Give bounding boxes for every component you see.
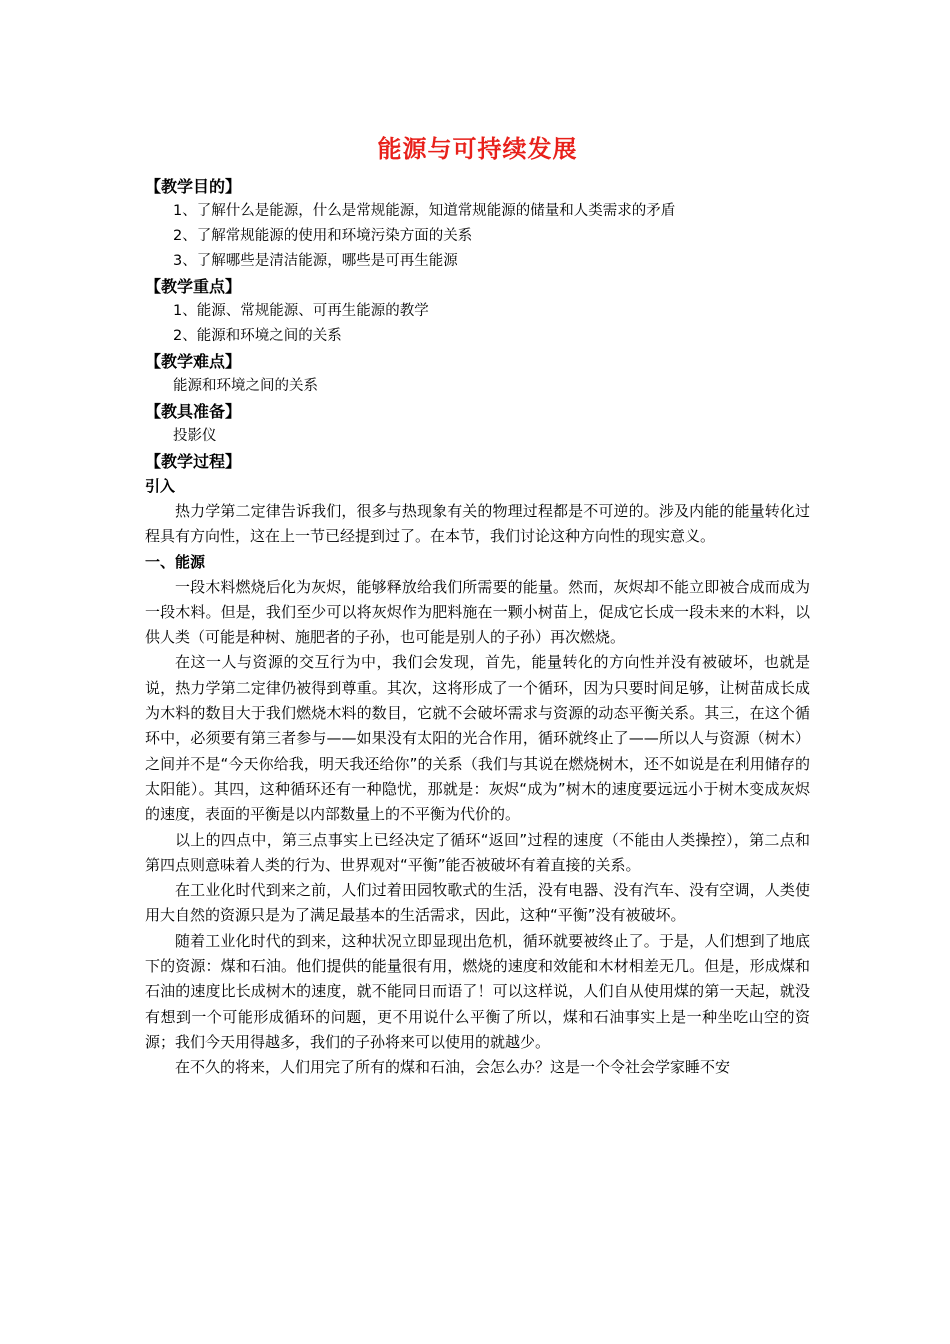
key-point-item: 2、能源和环境之间的关系 xyxy=(173,328,342,344)
body-paragraph: 随着工业化时代的到来，这种状况立即显现出危机，循环就要被终止了。于是，人们想到了地底下的资源：煤和石油。他们提供的能量很有用，燃烧的速度和效能和木材相差无几。但是，形成煤和石油的速度比长成树木的速度，就不能同日而语了！可以这样说，人们自从使用煤的第一天起，就没有想到一个可能形成循环的问题，更不用说什么平衡了所以，煤和石油事实上是一种坐吃山空的资源；我们今天用得越多，我们的子孙将来可以使用的就越少。 xyxy=(145,931,810,1051)
body-paragraph: 以上的四点中，第三点事实上已经决定了循环“返回”过程的速度（不能由人类操控），第二点和第四点则意味着人类的行为、世界观对“平衡”能否被破坏有着直接的关系。 xyxy=(145,830,810,874)
heading-teaching-goals: 【教学目的】 xyxy=(145,177,242,196)
body-paragraph: 在不久的将来，人们用完了所有的煤和石油，会怎么办？这是一个令社会学家睡不安 xyxy=(175,1058,731,1077)
body-paragraph: 一段木料燃烧后化为灰烬，能够释放给我们所需要的能量。然而，灰烬却不能立即被合成而成为一段木料。但是，我们至少可以将灰烬作为肥料施在一颗小树苗上，促成它长成一段未来的木料，以供人类（可能是种树、施肥者的子孙，也可能是别人的子孙）再次燃烧。 xyxy=(145,577,810,647)
goal-item: 1、了解什么是能源，什么是常规能源，知道常规能源的储量和人类需求的矛盾 xyxy=(173,203,676,219)
body-paragraph: 在工业化时代到来之前，人们过着田园牧歌式的生活，没有电器、没有汽车、没有空调，人类使用大自然的资源只是为了满足最基本的生活需求，因此，这种“平衡”没有被破坏。 xyxy=(145,881,810,925)
difficulty-item: 能源和环境之间的关系 xyxy=(173,378,318,394)
key-point-item: 1、能源、常规能源、可再生能源的教学 xyxy=(173,303,429,319)
section-energy-label: 一、能源 xyxy=(145,552,206,571)
goal-item: 2、了解常规能源的使用和环境污染方面的关系 xyxy=(173,228,473,244)
goal-item: 3、了解哪些是清洁能源，哪些是可再生能源 xyxy=(173,253,458,269)
intro-paragraph: 热力学第二定律告诉我们，很多与热现象有关的物理过程都是不可逆的。涉及内能的能量转化过程具有方向性，这在上一节已经提到过了。在本节，我们讨论这种方向性的现实意义。 xyxy=(145,502,810,546)
document-page xyxy=(145,128,810,1081)
document-title: 能源与可持续发展 xyxy=(377,135,578,163)
heading-tools: 【教具准备】 xyxy=(145,402,242,421)
body-paragraph: 在这一人与资源的交互行为中，我们会发现，首先，能量转化的方向性并没有被破坏，也就是说，热力学第二定律仍被得到尊重。其次，这将形成了一个循环，因为只要时间足够，让树苗成长成为木料的数目大于我们燃烧木料的数目，它就不会破坏需求与资源的动态平衡关系。其三，在这个循环中，必须要有第三者参与——如果没有太阳的光合作用，循环就终止了——所以人与资源（树木）之间并不是“今天你给我，明天我还给你”的关系（我们与其说在燃烧树木，还不如说是在利用储存的太阳能）。其四，这种循环还有一种隐忧，那就是：灰烬“成为”树木的速度要远远小于树木变成灰烬的速度，表面的平衡是以内部数量上的不平衡为代价的。 xyxy=(145,653,810,824)
heading-process: 【教学过程】 xyxy=(145,452,242,471)
tool-item: 投影仪 xyxy=(173,428,217,444)
intro-label: 引入 xyxy=(145,477,176,495)
heading-key-points: 【教学重点】 xyxy=(145,277,242,296)
heading-difficulties: 【教学难点】 xyxy=(145,352,242,371)
